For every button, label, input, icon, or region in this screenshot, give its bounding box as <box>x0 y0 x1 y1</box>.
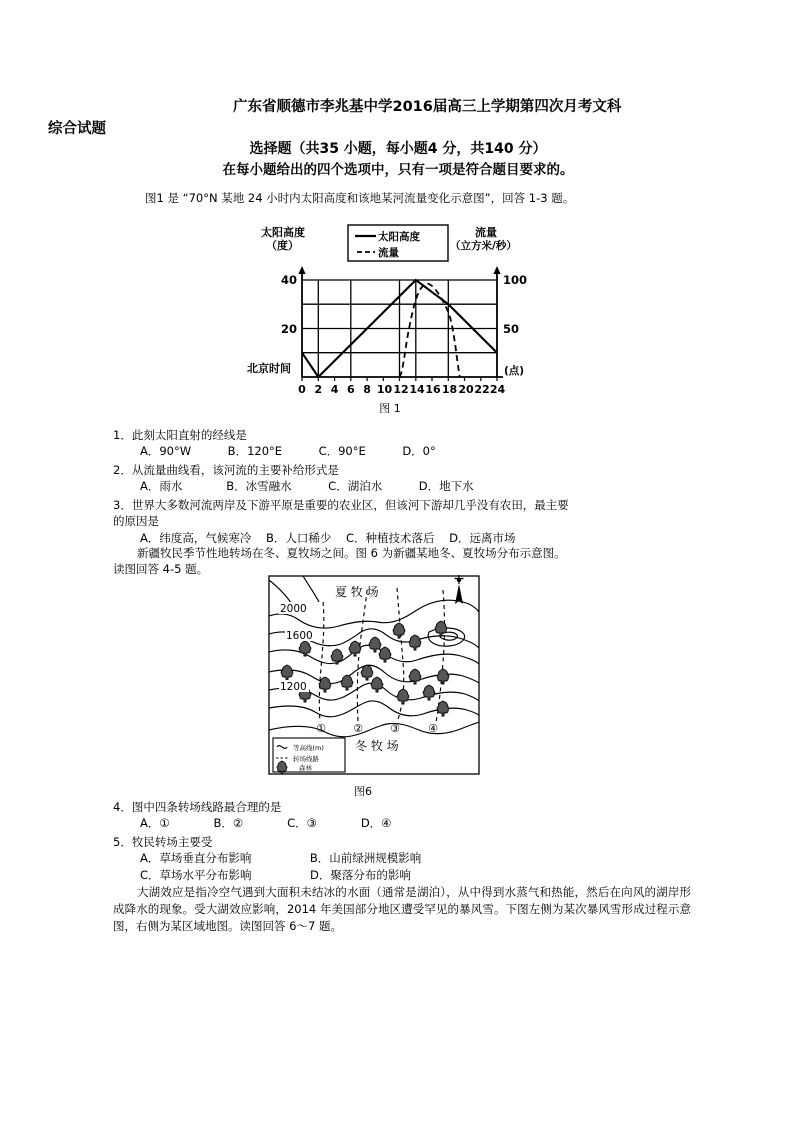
figure1-xtick-6: 6 <box>346 383 355 396</box>
question-1-stem: 1．此刻太阳直射的经线是 <box>113 428 247 442</box>
figure6-summer-pasture-label: 夏 牧 场 <box>335 585 379 599</box>
figure6-route-marker-2: ② <box>353 722 363 735</box>
figure6-contour-label-2000: 2000 <box>280 603 307 615</box>
figure1-xtick-0: 0 <box>298 383 306 396</box>
figure1-xtick-24: 24 <box>489 383 506 396</box>
figure1-right-tick-100: 100 <box>503 273 528 287</box>
figure6-contour-label-1200: 1200 <box>280 681 307 693</box>
question-5-stem: 5．牧民转场主要受 <box>113 835 213 849</box>
figure1-xtick-2: 2 <box>314 383 323 396</box>
figure1-x-tick-labels <box>298 383 505 396</box>
figure1-caption: 图 1 <box>379 402 401 415</box>
question-5-options-line2[interactable]: C．草场水平分布影响 D．聚落分布的影响 <box>140 867 411 882</box>
figure1-legend-label-0: 太阳高度 <box>378 231 420 243</box>
figure1-series-discharge <box>400 284 460 377</box>
figure1-x-axis-unit: (点) <box>504 365 525 377</box>
figure6-legend-label-route: 转场线路 <box>293 755 319 763</box>
question-3 <box>113 497 693 546</box>
page-title-line1: 广东省顺德市李兆基中学2016届高三上学期第四次月考文科 <box>233 99 622 115</box>
figure1-xtick-4: 4 <box>330 383 339 396</box>
question-5-options-line1[interactable]: A．草场垂直分布影响 B．山前绿洲规模影响 <box>140 851 422 866</box>
figure6-map <box>207 572 519 784</box>
figure6-caption: 图6 <box>354 785 372 798</box>
figure1-x-axis-title: 北京时间 <box>247 362 291 375</box>
figure1-svg <box>245 222 535 418</box>
question-2 <box>113 462 693 495</box>
section-heading <box>48 138 748 182</box>
section-heading-main: 选择题（共35 小题，每小题4 分，共140 分） <box>249 141 547 157</box>
question-1 <box>113 427 693 460</box>
question-4-stem: 4．图中四条转场线路最合理的是 <box>113 800 282 814</box>
question-3-stem-continued: 的原因是 <box>113 514 159 529</box>
figure1-right-axis-unit: （立方米/秒） <box>450 240 517 252</box>
question-3-stem: 3．世界大多数河流两岸及下游平原是重要的农业区，但该河下游却几乎没有农田，最主要 <box>113 498 569 512</box>
question-5 <box>113 834 693 883</box>
figure6-route-marker-1: ① <box>316 722 326 735</box>
figure1-left-axis-unit: （度） <box>266 239 299 252</box>
figure1-xtick-20: 20 <box>458 383 474 396</box>
figure1-xtick-16: 16 <box>425 383 441 396</box>
figure1-xtick-8: 8 <box>363 383 371 396</box>
question-2-stem: 2．从流量曲线看，该河流的主要补给形式是 <box>113 463 339 477</box>
figure1-xtick-10: 10 <box>376 383 393 396</box>
lake-effect-passage <box>113 884 691 935</box>
figure1-left-axis-arrow <box>298 266 305 274</box>
question-4-options[interactable]: A．① B．② C．③ D．④ <box>140 816 392 831</box>
figure6-contour-label-1600: 1600 <box>286 630 313 642</box>
xinjiang-passage-line2: 读图回答 4-5 题。 <box>113 562 209 577</box>
question-2-options[interactable]: A．雨水 B．冰雪融水 C．湖泊水 D．地下水 <box>140 479 474 494</box>
figure6-route-marker-3: ③ <box>390 722 400 735</box>
xinjiang-passage-line1: 新疆牧民季节性地转场在冬、夏牧场之间。图 6 为新疆某地冬、夏牧场分布示意图。 <box>137 546 566 560</box>
page-title-line2: 综合试题 <box>48 121 106 138</box>
figure1-legend-label-1: 流量 <box>378 247 399 259</box>
question-1-options[interactable]: A．90°W B．120°E C．90°E D．0° <box>140 444 436 459</box>
figure1-right-tick-50: 50 <box>503 322 520 336</box>
figure6-legend-label-contour: 等高线(m) <box>293 744 324 752</box>
lake-effect-passage-text: 大湖效应是指冷空气遇到大面积未结冰的水面（通常是湖泊），从中得到水蒸气和热能，然后在向风的湖岸形成降水的现象。受大湖效应影响，2014 年美国部分地区遭受罕见的暴风雪。下图左侧为某次暴风雪形成过程示意图，右侧为某区域地图。读图回答 6～7 题。 <box>113 885 691 934</box>
figure1-right-axis-title: 流量 <box>475 226 497 239</box>
figure1-lead-paragraph: 图1 是 “70°N 某地 24 小时内太阳高度和该地某河流量变化示意图”，回答 1-3 题。 <box>145 191 575 205</box>
figure1-left-tick-40: 40 <box>281 273 298 287</box>
question-3-options[interactable]: A．纬度高，气候寒冷 B．人口稀少 C．种植技术落后 D．远离市场 <box>140 530 516 545</box>
figure1-chart <box>245 222 535 418</box>
figure1-xtick-14: 14 <box>409 383 425 396</box>
figure1-left-tick-20: 20 <box>281 322 298 336</box>
question-4 <box>113 799 693 832</box>
figure6-legend-label-forest: 森林 <box>299 764 312 772</box>
figure1-xtick-12: 12 <box>393 383 409 396</box>
figure1-xtick-22: 22 <box>474 383 490 396</box>
figure1-right-axis-arrow <box>493 266 500 274</box>
figure6-route-marker-4: ④ <box>428 722 438 735</box>
figure1-xtick-18: 18 <box>441 383 458 396</box>
page-title <box>48 96 748 141</box>
figure6-legend <box>273 738 345 774</box>
figure6-svg <box>207 572 519 784</box>
figure6-winter-pasture-label: 冬 牧 场 <box>355 739 399 753</box>
figure1-left-axis-title: 太阳高度 <box>261 226 305 239</box>
section-heading-sub: 在每小题给出的四个选项中，只有一项是符合题目要求的。 <box>222 162 574 179</box>
